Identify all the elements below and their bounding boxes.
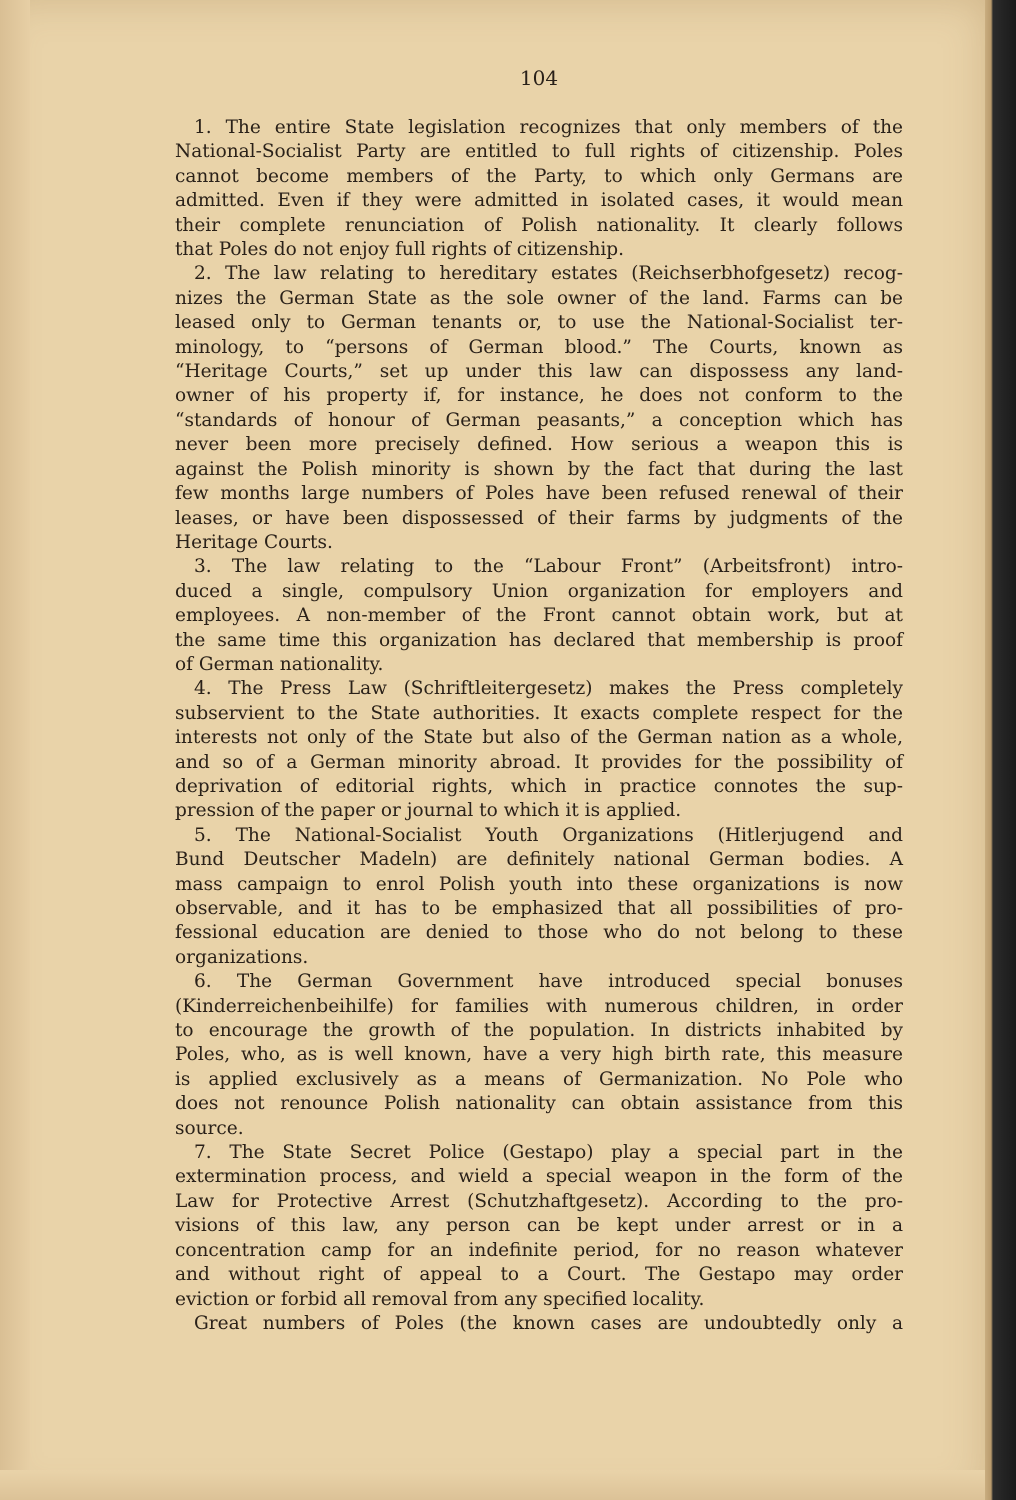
text-line: visions of this law, any person can be kept under arrest or in a [175,1215,903,1237]
page-edge-left [0,0,30,1500]
text-line: 7. The State Secret Police (Gestapo) play a special part in the [194,1142,903,1164]
text-line: observable, and it has to be emphasized that all possibilities of pro- [175,898,903,919]
text-line: (Kinderreichenbeihilfe) for families with numerous children, in order [175,995,903,1017]
text-line: “standards of honour of German peasants,” a conception which has [175,409,903,431]
text-line: 1. The entire State legislation recognizes that only members of the [194,117,903,138]
paragraph-1 [175,116,903,262]
text-line: Heritage Courts. [175,531,333,553]
text-line: extermination process, and wield a special weapon in the form of the [175,1166,903,1188]
paragraph-2 [175,262,903,555]
page-number: 104 [519,66,559,90]
text-line: deprivation of editorial rights, which in practice connotes the sup- [175,775,903,797]
text-line: few months large numbers of Poles have been refused renewal of their [175,483,903,505]
text-line: nizes the German State as the sole owner of the land. Farms can be [175,287,903,309]
text-line: subservient to the State authorities. It exacts complete respect for the [175,702,903,724]
book-spine [985,0,1016,1500]
text-line: owner of his property if, for instance, he does not conform to the [175,385,903,407]
paragraph-5 [175,824,903,970]
text-line: employees. A non-member of the Front cannot obtain work, but at [175,605,903,627]
text-line: leases, or have been dispossessed of their farms by judgments of the [175,507,903,529]
text-line: Great numbers of Poles (the known cases are undoubtedly only a [194,1312,903,1334]
text-line: “Heritage Courts,” set up under this law can dispossess any land- [175,361,903,383]
text-line: cannot become members of the Party, to which only Germans are [175,165,903,187]
text-line: Bund Deutscher Madeln) are definitely national German bodies. A [175,849,903,871]
text-line: source. [175,1117,244,1139]
text-line: National-Socialist Party are entitled to full rights of citizenship. Poles [175,141,903,163]
text-line: Law for Protective Arrest (Schutzhaftgesetz). According to the pro- [175,1190,903,1212]
text-line: that Poles do not enjoy full rights of citizenship. [175,239,625,261]
text-line: 6. The German Government have introduced special bonuses [194,971,903,993]
text-line: leased only to German tenants or, to use the National-Socialist ter- [175,312,903,334]
text-line: 4. The Press Law (Schriftleitergesetz) makes the Press completely [194,678,903,700]
text-line: duced a single, compulsory Union organization for employers and [175,580,903,602]
text-line: 3. The law relating to the “Labour Front” (Arbeitsfront) intro- [194,556,903,578]
text-line: is applied exclusively as a means of Germanization. No Pole who [175,1068,903,1090]
text-line: the same time this organization has declared that membership is proof [175,629,903,651]
text-line: interests not only of the State but also of the German nation as a whole, [175,727,903,749]
paragraphs [175,116,903,1336]
paragraph-8 [175,1312,903,1336]
text-line: fessional education are denied to those who do not belong to these [175,922,903,944]
text-line: pression of the paper or journal to which it is applied. [175,800,682,822]
text-line: 2. The law relating to hereditary estates (Reichserbhofgesetz) recog- [194,263,903,285]
text-line: minology, to “persons of German blood.” The Courts, known as [175,336,903,358]
text-line: of German nationality. [175,653,384,675]
text-line: admitted. Even if they were admitted in isolated cases, it would mean [175,190,903,212]
text-line: against the Polish minority is shown by the fact that during the last [175,458,903,480]
text-line: Poles, who, as is well known, have a very high birth rate, this measure [175,1044,903,1066]
text-line: never been more precisely defined. How serious a weapon this is [175,434,903,456]
text-line: and so of a German minority abroad. It provides for the possibility of [175,751,903,773]
page-edge-bottom [0,1470,985,1500]
text-line: organizations. [175,946,309,968]
text-line: concentration camp for an indefinite period, for no reason whatever [175,1239,903,1261]
text-line: 5. The National-Socialist Youth Organizations (Hitlerjugend and [194,824,903,846]
text-line: their complete renunciation of Polish nationality. It clearly follows [175,214,903,236]
text-line: to encourage the growth of the population. In districts inhabited by [175,1020,903,1042]
text-line: and without right of appeal to a Court. The Gestapo may order [175,1264,903,1286]
text-line: mass campaign to enrol Polish youth into these organizations is now [175,873,903,895]
paragraph-4 [175,677,903,823]
paragraph-3 [175,555,903,677]
text-line: does not renounce Polish nationality can obtain assistance from this [175,1093,903,1115]
paragraph-6 [175,970,903,1141]
text-block [175,66,903,1336]
text-line: eviction or forbid all removal from any specified locality. [175,1288,705,1310]
paragraph-7 [175,1141,903,1312]
